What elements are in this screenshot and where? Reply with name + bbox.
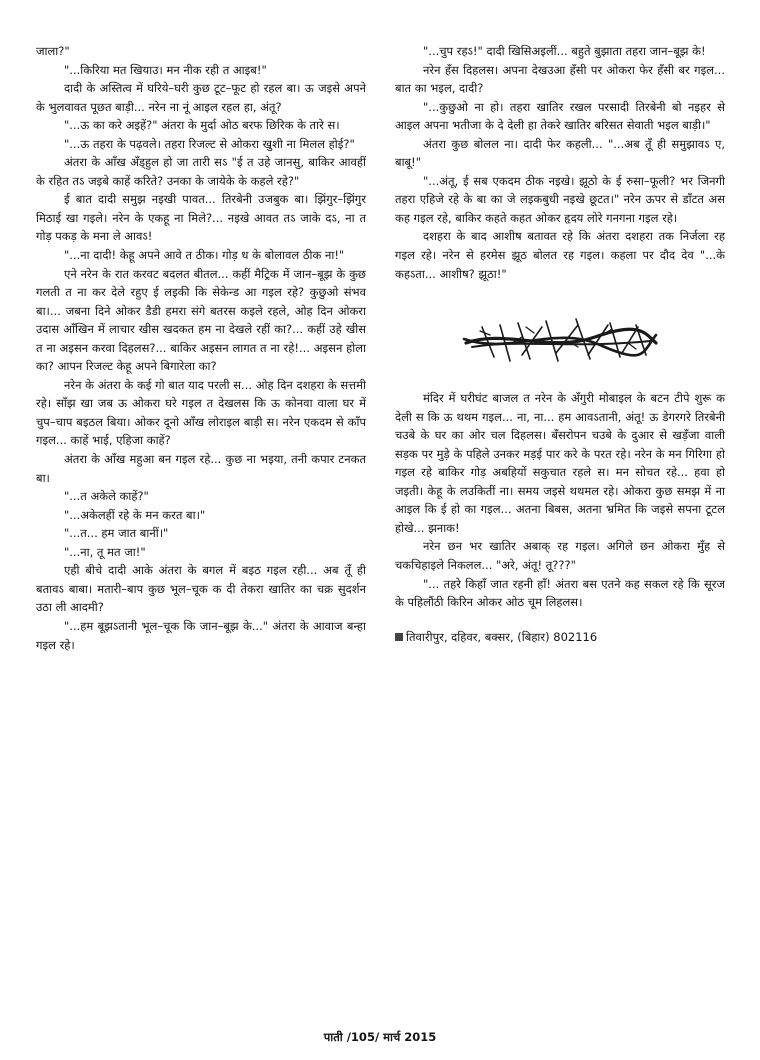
paragraph: अंतरा के आँख अँड्हुल हो जा तारी सऽ "ई त उहे जानसु, बाकिर आवहीं के रहित तऽ जइबे काहें करिते? उनका के जायेके के कहले रहे?" [36,155,366,188]
paragraph: "...हम बूझऽतानी भूल–चूक कि जान–बूझ के..." अंतरा के आवाज बन्हा गइल रहे। [36,618,366,652]
paragraph: एने नरेन के रात करवट बदलत बीतल... कहीं मैट्रिक में जान–बूझ के कुछ गलती त ना कर देले रहुए ई लइकी कि सेकेन्ड आ गइल रहे? कुछुओ संभव बा।... जबना दिने ओकर डैडी हमरा संगे बतरस कइले रहले, ओह दिन ओकरा उदास आँखिन में लाचार खीस खदकत हम ना देखले रहीं का?... कहीं उहे खीस त ना अइसन करवा दिहलस?... बाकिर अइसन लागत त ना रहे!... अइसन होला का? आपन रिजल्ट केहू अपने बिगारेला का? [36,266,366,374]
right-column-top [395,42,725,283]
paragraph: "...चुप रहऽ!" दादी खिसिअइलीं... बहुते बुझाता तहरा जान–बूझ के! [423,44,706,58]
paragraph: मंदिर में घरीघंट बाजल त नरेन के अँगुरी मोबाइल के बटन टीपे शुरू क देली स कि ऊ थथम गइल... ना, ना... हम आवऽतानी, अंतू! ऊ डेगरगरे तिरबेनी चउबे के घर का ओर चल दिहलस। बँसरोपन चउबे के दुआर से खड़ँजा वाली सड़क पर मुड़े के पहिले उनकर मड़ई पार करे के परत रहे। नरेन के मन गिरिगा हो गइल रहे बाकिर गोड़ अबहियों सकुचात रहले स। मन सोचत रहे... हवा हो जइती। केहू के लउकितीं ना। समय जइसे थथमल रहे। ओकरा कुछ समझ में ना आइल कि ई हो का गइल... अतना बिबस, अतना भ्रमित कि जइसे सपना टूटल होखे... झनाक! [395,391,725,535]
paragraph: "...ऊ का करे अइहें?" अंतरा के मुर्दा ओठ बरफ छिरिक के तारे स। [64,118,340,133]
paragraph: "...अकेलहीं रहे के मन करत बा।" [64,507,206,522]
crown-of-thorns-icon [460,313,660,369]
paragraph: नरेन हँस दिहलस। अपना देखउआ हँसी पर ओकरा फेर हँसी बर गइल... बात का भइल, दादी? [395,62,725,96]
paragraph: "...ना दादी! केहू अपने आवे त ठीक। गोड़ ध के बोलावल ठीक ना!" [64,248,345,263]
paragraph: अंतरा कुछ बोलल ना। दादी फेर कहली... "...अब तूँ ही समुझावऽ ए, बाबू!" [395,136,725,170]
paragraph: "...कुछुओ ना हो। तहरा खातिर रखल परसादी तिरबेनी बो नइहर से आइल अपना भतीजा के दे देली हा तेकरे खातिर बरिसत सेवाती भइल बाड़ी।" [395,99,725,133]
paragraph: "...किरिया मत खियाउ। मन नीक रही त आइब!" [64,62,267,77]
right-column-bottom [395,389,725,612]
paragraph: "...त... हम जात बानीं।" [64,526,169,541]
paragraph: "...अंतू, ई सब एकदम ठीक नइखे। झूठो के ई रुसा–फूली? भर जिनगी तहरा एहिजे रहे के बा का जे लइकबुधी नइखे छूटत।" नरेन ऊपर से डाँटत अस कह गइल रहे, बाकिर कहते कहत ओकर हृदय लोरे गनगना गइल रहे। [395,173,725,225]
paragraph: "...ऊ तहरा के पढ़वले। तहरा रिजल्ट से ओकरा खुशी ना मिलल होई?" [64,136,355,151]
paragraph: "...त अकेले काहें?" [64,489,149,504]
paragraph: दादी के अस्तित्व में घरिये–घरी कुछ टूट–फूट हो रहल बा। ऊ जइसे अपने के भुलवावत पूछत बाड़ी... नरेन ना नूं आइल रहल हा, अंतू? [36,81,366,114]
address-text: तिवारीपुर, दहिवर, बक्सर, (बिहार) 802116 [406,629,598,644]
page-footer: पाती /105/ मार्च 2015 [323,1030,437,1044]
paragraph: ई बात दादी समुझ नइखी पावत... तिरबेनी उजबुक बा। झिंगुर–झिंगुर मिठाई खा गइले। नरेन के एकहू ना मिले?... नइखे आवत तऽ जाके दऽ, ना त गोड़ पकड़ के मना ले आवऽ! [36,192,366,244]
paragraph: अंतरा के आँख महुआ बन गइल रहे... कुछ ना भइया, तनी कपार टनकत बा। [36,452,366,485]
left-column [36,42,366,654]
paragraph: नरेन के अंतरा के कई गो बात याद परली स... ओह दिन दशहरा के सत्तमी रहे। साँझ खा जब ऊ ओकरा घरे गइल त देखलस कि ऊ कोनवा वाला घर में चुप–चाप बइठल बिया। ओकर दूनो आँख लोराइल बाड़ी स। नरेन एकदम से काँप गइल... काहें भाई, एहिजा काहें? [36,377,366,448]
paragraph: नरेन छन भर खातिर अबाक् रह गइल। अगिले छन ओकरा मुँह से चकचिहाइले निकलल... "अरे, अंतू! तू???" [395,539,725,573]
paragraph: "... तहरे किहाँ जात रहनी हाँ! अंतरा बस एतने कह सकल रहे कि सूरज के पहिलौंठी किरिन ओकर ओठ चूम लिहलस। [395,576,725,610]
paragraph: एही बीचे दादी आके अंतरा के बगल में बइठ गइल रही... अब तूँ ही बतावऽ बाबा। मतारी–बाप कुछ भूल–चूक क दी तेकरा खातिर का चक्र सुदर्शन उठा ली आदमी? [36,563,366,615]
paragraph: दशहरा के बाद आशीष बतावत रहे कि अंतरा दशहरा तक निर्जला रह गइल रहे। नरेन से हरमेस झूठ बोलत रह गइल। कहला पर दौद देव "...के कहऽता... आशीष? झूठा!" [395,229,725,281]
paragraph: जाला?" [36,44,70,58]
thorn-divider [395,313,725,369]
square-bullet-icon [395,633,403,641]
author-address [395,628,725,647]
paragraph: "...ना, तू मत जा!" [64,544,146,559]
right-column [395,42,725,646]
